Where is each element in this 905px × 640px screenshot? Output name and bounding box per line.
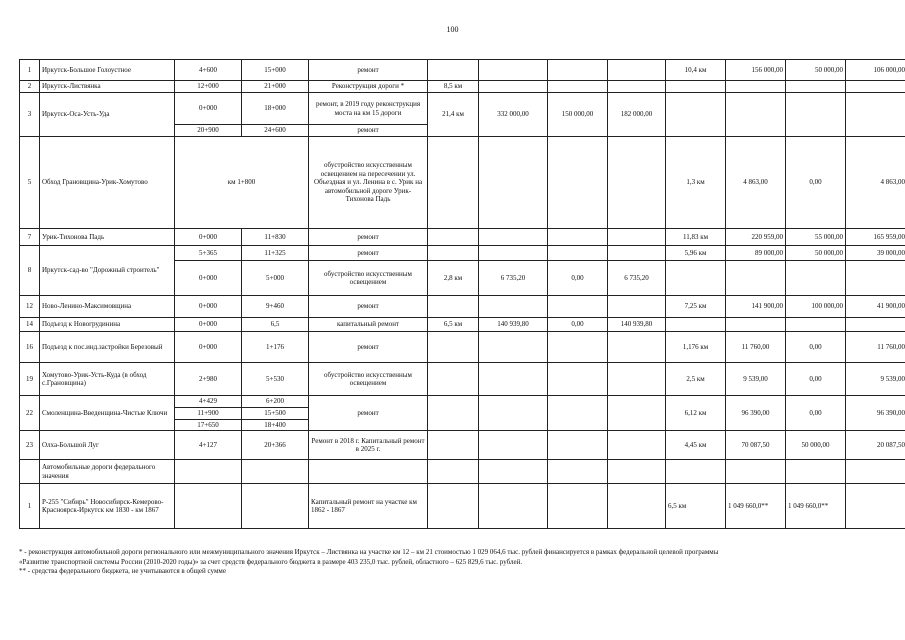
table-row xyxy=(20,93,905,125)
length: 2,8 км xyxy=(428,261,479,296)
row-number: 22 xyxy=(20,396,40,431)
km-from: 0+000 xyxy=(175,318,242,332)
length: 1,3 км xyxy=(666,137,726,229)
federal-sum: 0,00 xyxy=(786,332,846,363)
km-to: 6+200 xyxy=(242,396,309,408)
total-sum: 9 539,00 xyxy=(726,363,786,396)
row-number: 1 xyxy=(20,60,40,81)
work-type: ремонт xyxy=(309,125,428,137)
federal-sum: 50 000,00 xyxy=(786,431,846,460)
length: 11,83 км xyxy=(666,229,726,246)
km-to: 20+366 xyxy=(242,431,309,460)
km-to: 18+000 xyxy=(242,93,309,125)
work-type: Ремонт в 2018 г. Капитальный ремонт в 2025 г. xyxy=(309,431,428,460)
footnote-asterisk: * - реконструкция автомобильной дороги регионального или межмуниципального значения Иркутск – Листвянка на участке км 12 – км 21 стоимостью 1 029 064,6 тыс. рублей финансируется в рамках федеральной целевой программы xyxy=(19,548,719,556)
footnote-asterisk-cont: «Развитие транспортной системы России (2010-2020 годы)» за счет средств федерального бюджета в размере 403 235,0 тыс. рублей, областного – 625 829,6 тыс. рублей. xyxy=(19,557,523,566)
row-number: 1 xyxy=(20,484,40,529)
km-from: 11+900 xyxy=(175,408,242,420)
length: 6,5 км xyxy=(666,484,726,529)
work-type: обустройство искусственным освещением xyxy=(309,261,428,296)
federal-sum: 50 000,00 xyxy=(786,60,846,81)
length: 6,12 км xyxy=(666,396,726,431)
section-title: Автомобильные дороги федерального значения xyxy=(40,460,175,484)
table-row xyxy=(20,332,905,363)
total-sum: 1 049 660,0** xyxy=(726,484,786,529)
footnote-double-asterisk: ** - средства федерального бюджета, не учитываются в общей сумме xyxy=(19,567,226,575)
federal-sum: 150 000,00 xyxy=(548,93,608,137)
regional-sum: 96 390,00 xyxy=(846,396,905,431)
work-type: Реконструкция дороги * xyxy=(309,81,428,93)
length: 8,5 км xyxy=(428,81,479,93)
length: 6,5 км xyxy=(428,318,479,332)
work-type: ремонт, в 2019 году реконструкция моста на км 15 дороги xyxy=(309,93,428,125)
federal-sum: 100 000,00 xyxy=(786,296,846,318)
total-sum: 332 000,00 xyxy=(479,93,548,137)
regional-sum: 39 000,00 xyxy=(846,246,905,261)
footnotes xyxy=(19,548,889,577)
table-row xyxy=(20,318,905,332)
km-from: 4+600 xyxy=(175,60,242,81)
work-type: ремонт xyxy=(309,60,428,81)
table-row xyxy=(20,396,905,408)
length: 5,96 км xyxy=(666,246,726,261)
total-sum: 70 087,50 xyxy=(726,431,786,460)
page-number: 100 xyxy=(446,25,459,34)
row-number: 19 xyxy=(20,363,40,396)
road-name: Подъезд к Новогрудинина xyxy=(40,318,175,332)
regional-sum: 4 863,00 xyxy=(846,137,905,229)
row-number: 7 xyxy=(20,229,40,246)
km-from: 2+980 xyxy=(175,363,242,396)
km-to: 18+400 xyxy=(242,420,309,431)
row-number: 5 xyxy=(20,137,40,229)
road-name: Иркутск-Оса-Усть-Уда xyxy=(40,93,175,137)
federal-sum: 50 000,00 xyxy=(786,246,846,261)
regional-sum: 140 939,80 xyxy=(608,318,666,332)
road-name: Ново-Ленино-Максимовщина xyxy=(40,296,175,318)
km-from: 0+000 xyxy=(175,296,242,318)
row-number: 23 xyxy=(20,431,40,460)
km-to: 5+000 xyxy=(242,261,309,296)
km-range: км 1+800 xyxy=(175,137,309,229)
length: 7,25 км xyxy=(666,296,726,318)
road-name: Урик-Тихонова Падь xyxy=(40,229,175,246)
total-sum: 140 939,80 xyxy=(479,318,548,332)
total-sum: 6 735,20 xyxy=(479,261,548,296)
federal-sum: 55 000,00 xyxy=(786,229,846,246)
table-row xyxy=(20,81,905,93)
row-number: 8 xyxy=(20,246,40,296)
road-name: Хомутово-Урик-Усть-Куда (в обход с.Грановщина) xyxy=(40,363,175,396)
regional-sum: 20 087,50 xyxy=(846,431,905,460)
km-to: 1+176 xyxy=(242,332,309,363)
km-to: 15+500 xyxy=(242,408,309,420)
km-from: 5+365 xyxy=(175,246,242,261)
km-from: 4+429 xyxy=(175,396,242,408)
km-to: 11+325 xyxy=(242,246,309,261)
km-from: 12+000 xyxy=(175,81,242,93)
km-from: 0+000 xyxy=(175,93,242,125)
work-type: ремонт xyxy=(309,246,428,261)
federal-sum: 0,00 xyxy=(548,318,608,332)
road-works-table xyxy=(19,59,905,529)
row-number: 2 xyxy=(20,81,40,93)
table-row xyxy=(20,431,905,460)
table-row xyxy=(20,229,905,246)
road-name: Олха-Большой Луг xyxy=(40,431,175,460)
federal-sum: 0,00 xyxy=(548,261,608,296)
table-row xyxy=(20,60,905,81)
length: 21,4 км xyxy=(428,93,479,137)
km-from: 0+000 xyxy=(175,229,242,246)
work-type: обустройство искусственным освещением на пересечении ул. Объездная и ул. Ленина в с. Урик на автомобильной дороге Урик-Тихонова Падь xyxy=(309,137,428,229)
road-name: Иркутск-Листвянка xyxy=(40,81,175,93)
road-name: Обход Грановщина-Урик-Хомутово xyxy=(40,137,175,229)
km-to: 15+000 xyxy=(242,60,309,81)
km-from: 4+127 xyxy=(175,431,242,460)
work-type: Капитальный ремонт на участке км 1862 - 1867 xyxy=(309,484,428,529)
table-row xyxy=(20,137,905,229)
section-row xyxy=(20,460,905,484)
federal-sum: 0,00 xyxy=(786,396,846,431)
total-sum: 96 390,00 xyxy=(726,396,786,431)
federal-sum: 0,00 xyxy=(786,363,846,396)
km-to: 21+000 xyxy=(242,81,309,93)
total-sum: 4 863,00 xyxy=(726,137,786,229)
regional-sum: 6 735,20 xyxy=(608,261,666,296)
work-type: обустройство искусственным освещением xyxy=(309,363,428,396)
km-to: 5+530 xyxy=(242,363,309,396)
road-name: Иркутск-сад-во "Дорожный строитель" xyxy=(40,246,175,296)
km-to: 11+830 xyxy=(242,229,309,246)
km-to: 24+600 xyxy=(242,125,309,137)
federal-sum: 1 049 660,0** xyxy=(786,484,846,529)
regional-sum: 182 000,00 xyxy=(608,93,666,137)
km-to: 6,5 xyxy=(242,318,309,332)
km-from: 17+650 xyxy=(175,420,242,431)
total-sum: 220 959,00 xyxy=(726,229,786,246)
regional-sum: 11 760,00 xyxy=(846,332,905,363)
table-row xyxy=(20,363,905,396)
road-name: Р-255 "Сибирь" Новосибирск-Кемерово-Красноярск-Иркутск км 1830 - км 1867 xyxy=(40,484,175,529)
road-name: Иркутск-Большое Голоустное xyxy=(40,60,175,81)
total-sum: 141 900,00 xyxy=(726,296,786,318)
row-number: 16 xyxy=(20,332,40,363)
road-name: Подъезд к пос.инд.застройки Березовый xyxy=(40,332,175,363)
km-to: 9+460 xyxy=(242,296,309,318)
work-type: ремонт xyxy=(309,229,428,246)
work-type: ремонт xyxy=(309,296,428,318)
federal-sum: 0,00 xyxy=(786,137,846,229)
table-row xyxy=(20,246,905,261)
total-sum: 89 000,00 xyxy=(726,246,786,261)
table-row xyxy=(20,484,905,529)
length: 4,45 км xyxy=(666,431,726,460)
total-sum: 156 000,00 xyxy=(726,60,786,81)
row-number: 3 xyxy=(20,93,40,137)
length: 10,4 км xyxy=(666,60,726,81)
work-type: капитальный ремонт xyxy=(309,318,428,332)
row-number: 14 xyxy=(20,318,40,332)
total-sum: 11 760,00 xyxy=(726,332,786,363)
regional-sum: 106 000,00 xyxy=(846,60,905,81)
km-from: 20+900 xyxy=(175,125,242,137)
work-type: ремонт xyxy=(309,332,428,363)
regional-sum: 41 900,00 xyxy=(846,296,905,318)
work-type: ремонт xyxy=(309,396,428,431)
regional-sum: 165 959,00 xyxy=(846,229,905,246)
length: 1,176 км xyxy=(666,332,726,363)
km-from: 0+000 xyxy=(175,332,242,363)
table-row xyxy=(20,296,905,318)
km-from: 0+000 xyxy=(175,261,242,296)
road-name: Смоленщина-Введенщина-Чистые Ключи xyxy=(40,396,175,431)
length: 2,5 км xyxy=(666,363,726,396)
regional-sum: 9 539,00 xyxy=(846,363,905,396)
row-number: 12 xyxy=(20,296,40,318)
